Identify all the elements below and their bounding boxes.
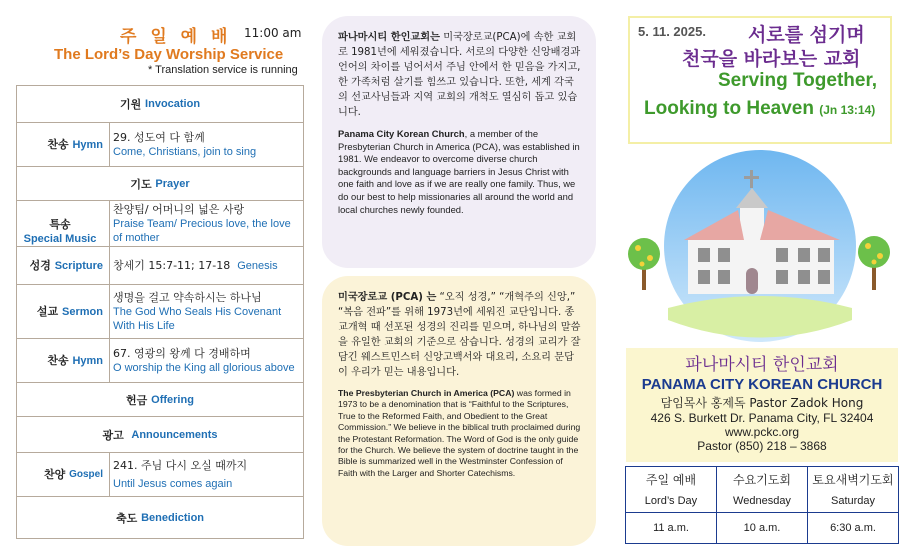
gospel-title-ko: 241. 주님 다시 오실 때까지 (113, 458, 248, 472)
special-music-title-ko: 찬양팀/ 어머니의 넓은 사랑 (113, 202, 245, 216)
prayer-en: Prayer (155, 177, 190, 190)
service-time: 11:00 am (244, 26, 302, 40)
about-ko-lead: 파나마시티 한인교회는 (338, 32, 440, 43)
order-row-benediction (17, 496, 303, 538)
schedule-col-wednesday (716, 467, 807, 543)
gospel-ko: 찬양 (43, 467, 66, 481)
church-info-box (626, 348, 898, 462)
benediction-en: Benediction (141, 511, 205, 524)
hymn-1-ko: 찬송 (47, 137, 69, 151)
gospel-value (109, 453, 303, 496)
scripture-ko: 성경 (29, 258, 51, 272)
theme-ko-line-1: 서로를 섬기며 (748, 24, 865, 46)
sermon-label (17, 285, 109, 338)
sermon-title-ko: 생명을 걸고 약속하시는 하나님 (113, 290, 262, 304)
offering-ko: 헌금 (126, 393, 148, 407)
about-en-body: , a member of the Presbyterian Church in America (PCA), was established in 1981. We endeavor to overcome diverse church backgrounds and language barriers in Jesus Christ with one faith and love as if we are really one family. Thus, we do our best to help missionaries all around the world and local churches newly founded. (338, 128, 580, 215)
order-row-scripture (17, 246, 303, 284)
about-en-lead: Panama City Korean Church (338, 128, 465, 139)
schedule-en: Lord’s Day (626, 491, 716, 513)
scripture-ref-ko: 창세기 15:7-11; 17-18 (113, 258, 231, 272)
invocation-ko: 기원 (119, 98, 142, 111)
hymn-2-value (109, 339, 303, 382)
church-illustration (628, 150, 892, 346)
church-phone: Pastor (850) 218 – 3868 (697, 439, 827, 453)
announcements-ko: 광고 (102, 428, 124, 442)
special-music-label (17, 201, 109, 246)
pca-ko-paragraph (338, 290, 582, 380)
about-ko-body: 미국장로교(PCA)에 속한 교회로 1981년에 세워졌습니다. 서로의 다양한 신앙배경과 언어의 차이를 넘어서서 주님 안에서 한 믿음을 가지고, 한 가족처럼 살기를 힘쓰고 있습니다. 또한, 세계 각국의 선교사님들과 지역 교회의 개척도 열심히 돕고 있습니다. (338, 32, 581, 118)
scripture-ref-en: Genesis (237, 259, 278, 272)
special-music-title-en: Praise Team/ Precious love, the love of mother (113, 217, 291, 244)
pca-en-body: was formed in 1973 to be a denomination that is “Faithful to the Scriptures, True to the Reformed Faith, and Obedient to the Great Commission.” We believe in the biblical truth proclaimed during the Protestant Reformation. The Word of God is the only guide for the Church. We believe the system of doctrine taught in the Bible is summarized well in the Westminster Confession of Faith with the Larger and Shorter Catechisms. (338, 388, 581, 478)
about-pca-bubble (322, 276, 596, 546)
schedule-time: 10 a.m. (743, 522, 781, 534)
theme-verse-ref: (Jn 13:14) (819, 103, 876, 117)
church-address: 426 S. Burkett Dr. Panama City, FL 32404 (650, 411, 874, 425)
hymn-1-label (17, 123, 109, 166)
gospel-label (17, 453, 109, 496)
sermon-ko: 설교 (36, 304, 59, 318)
service-title-en: The Lord’s Day Worship Service (54, 46, 284, 63)
church-name-en: PANAMA CITY KOREAN CHURCH (641, 376, 883, 393)
schedule-ko: 토요새벽기도회 (812, 473, 894, 487)
order-row-sermon (17, 284, 303, 338)
order-of-worship-table (16, 85, 304, 539)
service-title-ko: 주 일 예 배 (120, 27, 232, 47)
left-tree (628, 238, 660, 290)
about-en-paragraph (338, 128, 582, 216)
prayer-ko: 기도 (130, 177, 152, 191)
offering-en: Offering (151, 393, 194, 406)
hymn-2-label (17, 339, 109, 382)
hymn-2-title-ko: 67. 영광의 왕께 다 경배하며 (113, 346, 251, 360)
sermon-title-en: The God Who Seals His Covenant With His Life (113, 305, 282, 332)
order-row-invocation (17, 86, 303, 122)
right-tree (858, 236, 890, 290)
bulletin-date: 5. 11. 2025. (638, 24, 706, 39)
schedule-en: Saturday (808, 491, 898, 513)
theme-en-line-1: Serving Together, (718, 70, 878, 91)
announcements-en: Announcements (131, 428, 218, 441)
about-ko-paragraph (338, 30, 582, 120)
church-pastor: 담임목사 홍제독 Pastor Zadok Hong (660, 396, 864, 410)
order-row-special-music (17, 200, 303, 246)
order-row-gospel (17, 452, 303, 496)
hymn-2-en: Hymn (72, 354, 103, 367)
hymn-1-value (109, 123, 303, 166)
pca-ko-lead: 미국장로교 (PCA) 는 (338, 292, 437, 303)
special-music-value (109, 201, 303, 246)
schedule-col-lords-day (626, 467, 716, 543)
theme-en-line-2-text: Looking to Heaven (644, 98, 814, 119)
gospel-title-en: Until Jesus comes again (113, 477, 233, 490)
hymn-1-en: Hymn (72, 138, 103, 151)
gospel-en: Gospel (69, 468, 103, 480)
hymn-2-title-en: O worship the King all glorious above (113, 361, 295, 374)
schedule-time: 11 a.m. (653, 522, 689, 534)
translation-note: * Translation service is running (148, 64, 298, 76)
theme-en-line-2 (644, 98, 875, 120)
order-row-offering (17, 382, 303, 416)
sermon-value (109, 285, 303, 338)
pca-en-lead: The Presbyterian Church in America (PCA) (338, 388, 515, 398)
schedule-col-saturday (807, 467, 898, 543)
worship-order-panel (14, 22, 304, 525)
order-row-announcements (17, 416, 303, 452)
order-row-prayer (17, 166, 303, 200)
hymn-1-title-ko: 29. 성도여 다 함께 (113, 130, 205, 144)
pca-en-paragraph (338, 388, 582, 479)
sermon-en: Sermon (62, 305, 103, 318)
schedule-en: Wednesday (717, 491, 807, 513)
special-music-ko: 특송 (49, 218, 71, 231)
service-header (14, 22, 304, 78)
cover-title-box (628, 16, 892, 144)
scripture-value (109, 247, 303, 284)
scripture-label (17, 247, 109, 284)
pca-ko-body: “오직 성경,” “개혁주의 신앙,” “복음 전파”를 위해 1973년에 세워진 교단입니다. 종교개혁 때 선포된 성경의 진리를 믿으며, 하나님의 말씀을 유일한 교회의 기준으로 삼습니다. 성경의 교리가 잘 담긴 웨스트민스터 신앙고백서와 대요리, 소요리 문답이 우리가 믿는 내용입니다. (338, 292, 581, 378)
hymn-1-title-en: Come, Christians, join to sing (113, 145, 257, 158)
church-name-ko: 파나마시티 한인교회 (685, 355, 839, 375)
special-music-en: Special Music (23, 233, 97, 245)
schedule-table (625, 466, 899, 544)
hymn-2-ko: 찬송 (47, 353, 69, 367)
invocation-en: Invocation (145, 98, 201, 110)
grass (668, 296, 852, 338)
theme-ko-line-2: 천국을 바라보는 교회 (682, 48, 861, 70)
benediction-ko: 축도 (115, 511, 138, 525)
church-website: www.pckc.org (724, 425, 800, 439)
order-row-hymn-2 (17, 338, 303, 382)
scripture-en: Scripture (54, 259, 103, 272)
order-row-hymn-1 (17, 122, 303, 166)
schedule-time: 6:30 a.m. (830, 522, 876, 534)
about-church-bubble (322, 16, 596, 268)
schedule-ko: 주일 예배 (645, 473, 697, 487)
schedule-ko: 수요기도회 (733, 473, 791, 487)
